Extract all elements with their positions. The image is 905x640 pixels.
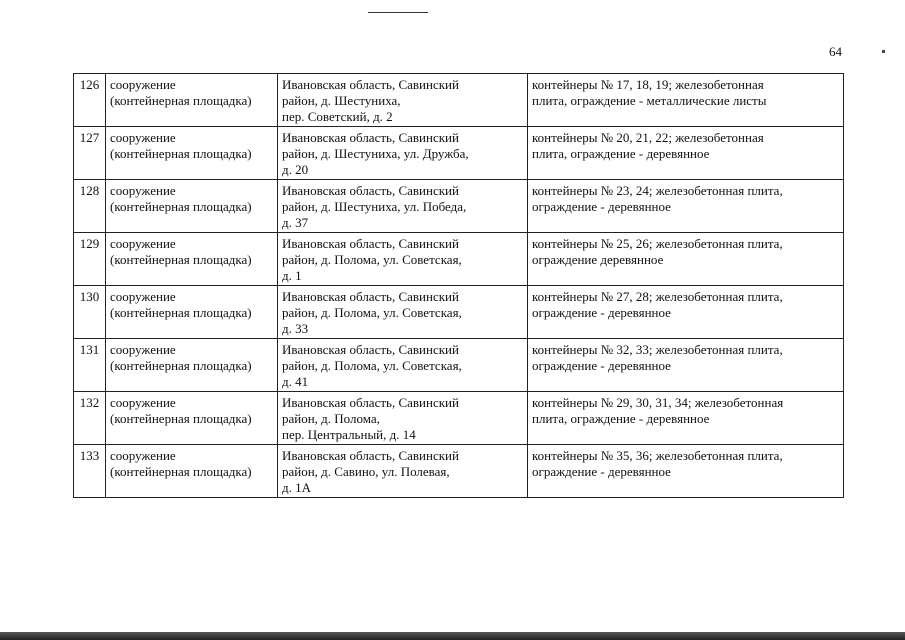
- table-row: [74, 286, 844, 339]
- row-number: 133: [74, 445, 106, 498]
- facility-description: контейнеры № 27, 28; железобетонная плита, ограждение - деревянное: [528, 286, 844, 339]
- row-number: 129: [74, 233, 106, 286]
- facility-description: контейнеры № 20, 21, 22; железобетонная плита, ограждение - деревянное: [528, 127, 844, 180]
- facility-description: контейнеры № 32, 33; железобетонная плита, ограждение - деревянное: [528, 339, 844, 392]
- facility-address: Ивановская область, Савинский район, д. Полома, ул. Советская, д. 1: [278, 233, 528, 286]
- facility-description: контейнеры № 17, 18, 19; железобетонная плита, ограждение - металлические листы: [528, 74, 844, 127]
- facility-address: Ивановская область, Савинский район, д. Полома, пер. Центральный, д. 14: [278, 392, 528, 445]
- page-number: 64: [829, 44, 842, 59]
- row-number: 128: [74, 180, 106, 233]
- facility-address: Ивановская область, Савинский район, д. Шестуниха, ул. Победа, д. 37: [278, 180, 528, 233]
- header-rule: [368, 12, 428, 13]
- row-number: 126: [74, 74, 106, 127]
- table-row: [74, 339, 844, 392]
- facility-address: Ивановская область, Савинский район, д. Савино, ул. Полевая, д. 1А: [278, 445, 528, 498]
- facility-description: контейнеры № 35, 36; железобетонная плита, ограждение - деревянное: [528, 445, 844, 498]
- table-row: [74, 233, 844, 286]
- table-row: [74, 180, 844, 233]
- facility-address: Ивановская область, Савинский район, д. Шестуниха, пер. Советский, д. 2: [278, 74, 528, 127]
- facility-type: сооружение (контейнерная площадка): [106, 286, 278, 339]
- facility-type: сооружение (контейнерная площадка): [106, 180, 278, 233]
- row-number: 131: [74, 339, 106, 392]
- row-number: 132: [74, 392, 106, 445]
- facility-description: контейнеры № 29, 30, 31, 34; железобетонная плита, ограждение - деревянное: [528, 392, 844, 445]
- facilities-table: [73, 73, 844, 498]
- table-row: [74, 74, 844, 127]
- facility-description: контейнеры № 23, 24; железобетонная плита, ограждение - деревянное: [528, 180, 844, 233]
- table-row: [74, 127, 844, 180]
- facility-type: сооружение (контейнерная площадка): [106, 233, 278, 286]
- row-number: 127: [74, 127, 106, 180]
- scan-bottom-edge: [0, 632, 905, 640]
- facility-type: сооружение (контейнерная площадка): [106, 445, 278, 498]
- facility-type: сооружение (контейнерная площадка): [106, 392, 278, 445]
- facility-address: Ивановская область, Савинский район, д. Полома, ул. Советская, д. 33: [278, 286, 528, 339]
- facility-address: Ивановская область, Савинский район, д. Шестуниха, ул. Дружба, д. 20: [278, 127, 528, 180]
- row-number: 130: [74, 286, 106, 339]
- facility-description: контейнеры № 25, 26; железобетонная плита, ограждение деревянное: [528, 233, 844, 286]
- facility-type: сооружение (контейнерная площадка): [106, 127, 278, 180]
- facility-address: Ивановская область, Савинский район, д. Полома, ул. Советская, д. 41: [278, 339, 528, 392]
- facility-type: сооружение (контейнерная площадка): [106, 74, 278, 127]
- facility-type: сооружение (контейнерная площадка): [106, 339, 278, 392]
- table-row: [74, 392, 844, 445]
- scan-speck: [882, 50, 885, 53]
- table-row: [74, 445, 844, 498]
